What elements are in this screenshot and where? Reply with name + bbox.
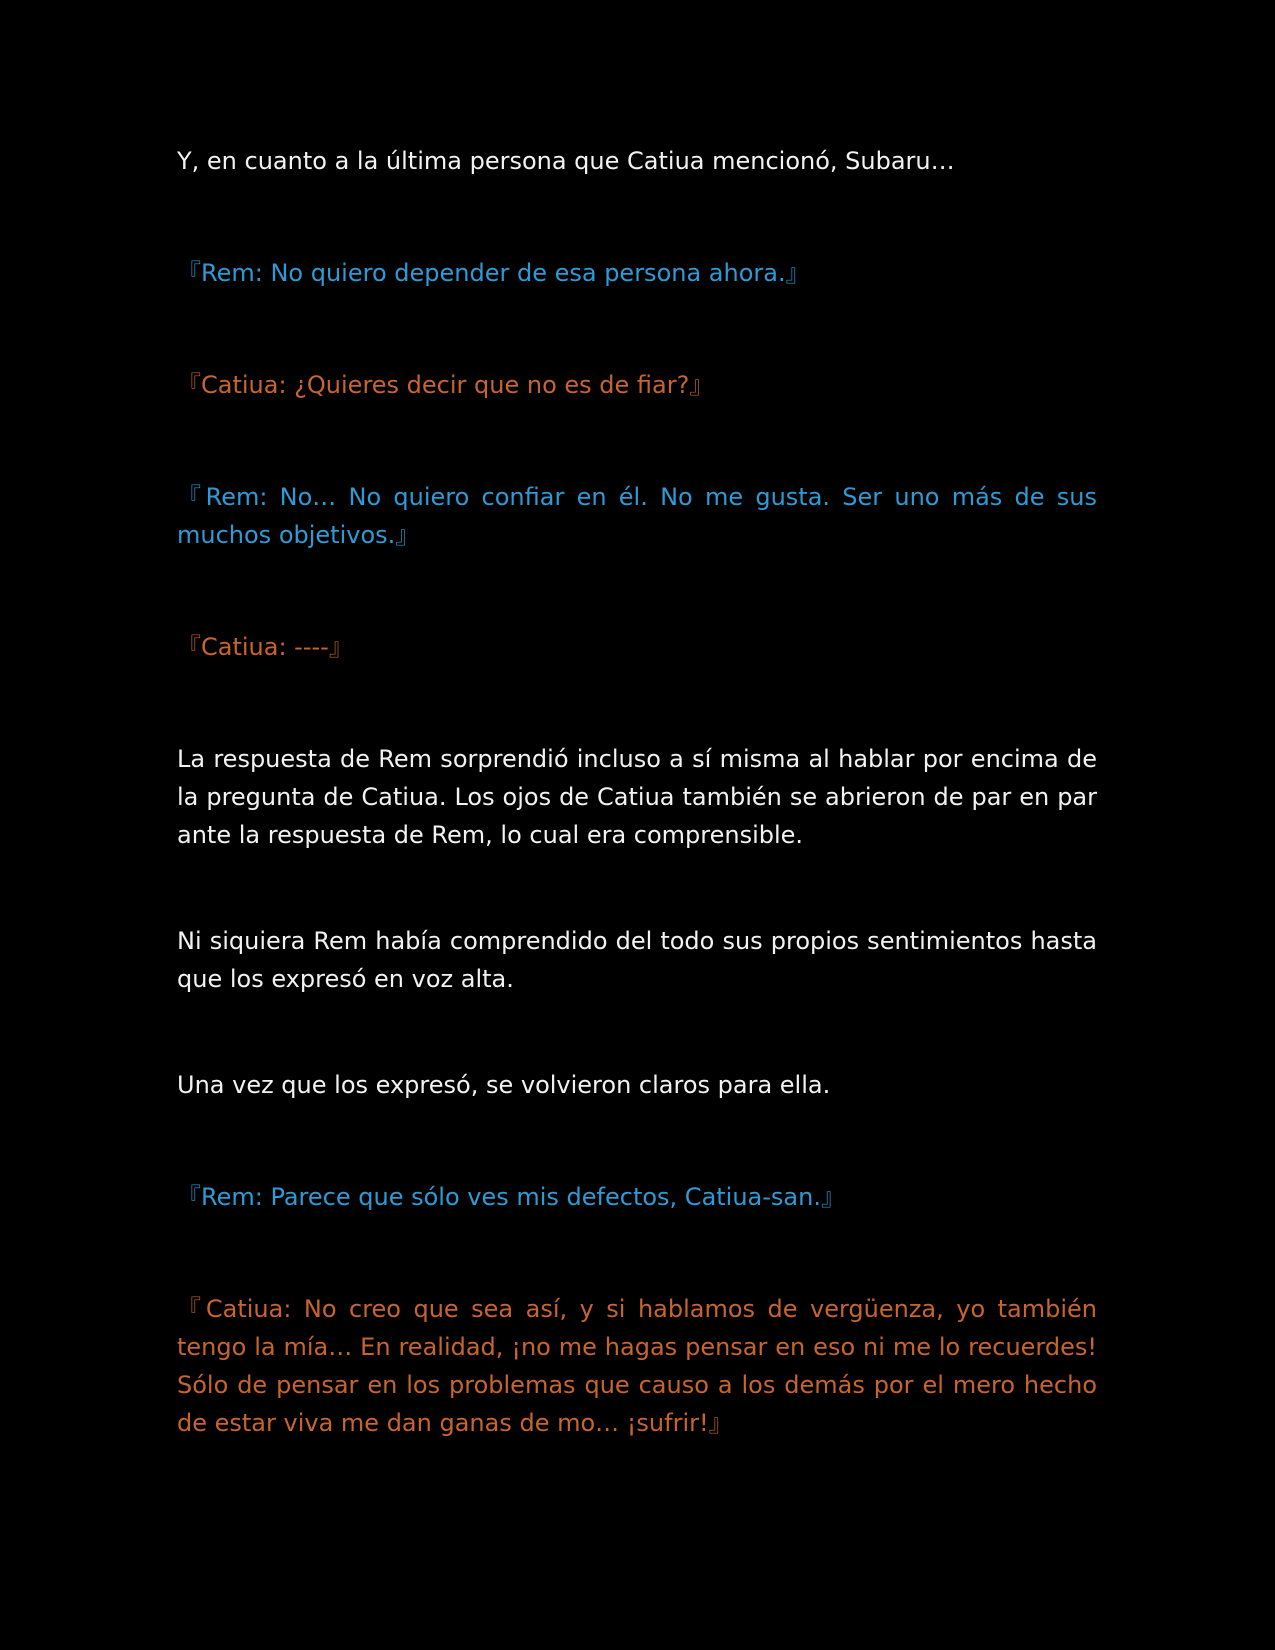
narration-paragraph: Una vez que los expresó, se volvieron claros para ella. xyxy=(177,1071,831,1099)
narration-paragraph: La respuesta de Rem sorprendió incluso a sí misma al hablar por encima de la pregunta de Catiua. Los ojos de Catiua también se abrieron de par en par ante la respuesta de Rem, lo cual era comprensible. xyxy=(177,745,1097,849)
catiua-dialogue: 『Catiua: ¿Quieres decir que no es de fiar?』 xyxy=(177,371,714,399)
rem-dialogue: 『Rem: Parece que sólo ves mis defectos, Catiua-san.』 xyxy=(177,1183,845,1211)
narration-paragraph: Y, en cuanto a la última persona que Catiua mencionó, Subaru… xyxy=(177,147,955,175)
narration-paragraph: Ni siquiera Rem había comprendido del todo sus propios sentimientos hasta que los expresó en voz alta. xyxy=(177,927,1097,993)
document-page xyxy=(177,142,1097,1442)
rem-dialogue: 『Rem: No quiero depender de esa persona ahora.』 xyxy=(177,259,810,287)
catiua-dialogue: 『Catiua: No creo que sea así, y si hablamos de vergüenza, yo también tengo la mía… En realidad, ¡no me hagas pensar en eso ni me lo recuerdes! Sólo de pensar en los problemas que causo a los demás por el mero hecho de estar viva me dan ganas de mo… ¡sufrir!』 xyxy=(177,1295,1097,1437)
catiua-dialogue: 『Catiua: ----』 xyxy=(177,633,353,661)
rem-dialogue: 『Rem: No… No quiero confiar en él. No me gusta. Ser uno más de sus muchos objetivos.』 xyxy=(177,483,1097,549)
